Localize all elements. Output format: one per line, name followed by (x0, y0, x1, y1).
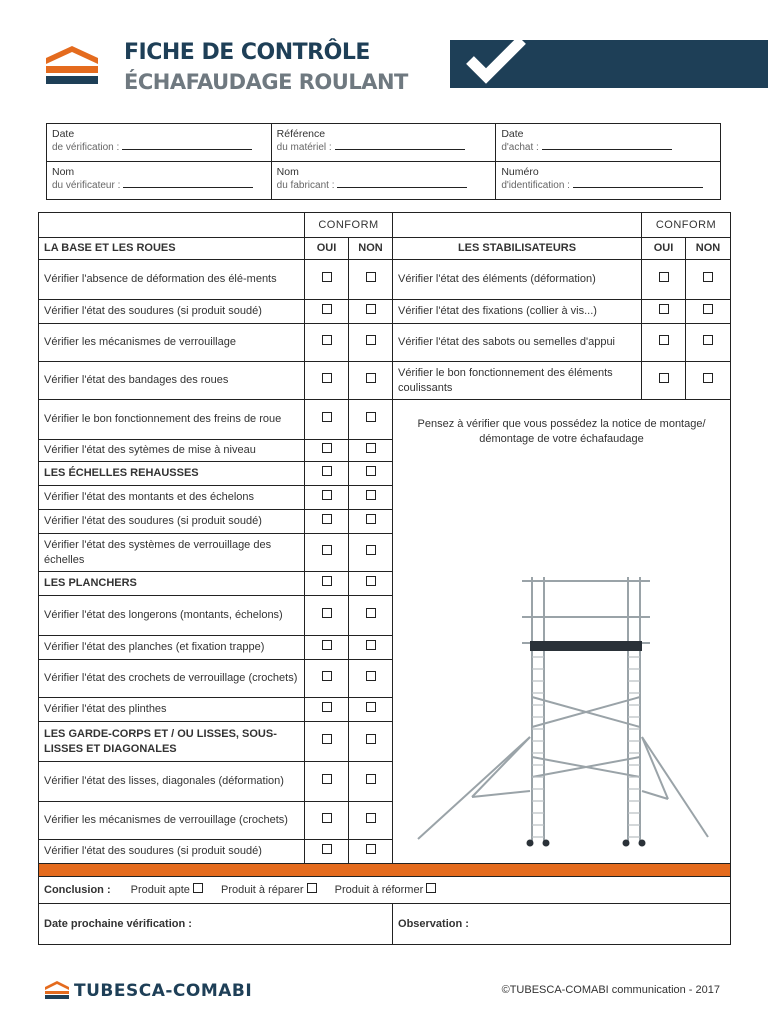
info-field (496, 124, 721, 162)
oui-checkbox-cell (305, 840, 349, 864)
non-checkbox-cell (349, 510, 393, 534)
section-title: LES GARDE-CORPS ET / OU LISSES, SOUS-LISSES ET DIAGONALES (39, 722, 305, 762)
non-checkbox-cell (349, 840, 393, 864)
oui-checkbox-cell (642, 324, 686, 362)
non-checkbox-cell (349, 762, 393, 802)
info-label: Référence (276, 128, 326, 140)
check-item-label: Vérifier l'état des éléments (déformation) (393, 260, 642, 300)
check-item-label: Vérifier le bon fonctionnement des freins de roue (39, 400, 305, 440)
check-item-label: Vérifier l'état des soudures (si produit soudé) (39, 840, 305, 864)
info-field (271, 162, 496, 200)
non-checkbox[interactable] (703, 335, 713, 345)
check-item-label: Vérifier l'état des planches (et fixation trappe) (39, 636, 305, 660)
footer-copyright: ©TUBESCA-COMABI communication - 2017 (501, 984, 720, 996)
non-checkbox[interactable] (703, 304, 713, 314)
info-label: Date (501, 128, 524, 140)
non-checkbox[interactable] (366, 576, 376, 586)
section-title: LES ÉCHELLES REHAUSSES (39, 462, 305, 486)
info-label: Date (52, 128, 75, 140)
non-checkbox-cell (686, 300, 731, 324)
conform-header-row (39, 213, 731, 238)
notice-text: Pensez à vérifier que vous possédez la notice de montage/ démontage de votre échafaudage (417, 417, 706, 445)
non-checkbox[interactable] (366, 272, 376, 282)
non-checkbox-cell (349, 596, 393, 636)
oui-checkbox-cell (305, 596, 349, 636)
check-item-label: Vérifier l'état des soudures (si produit soudé) (39, 300, 305, 324)
conclusion-option-label: Produit à réformer (334, 883, 424, 896)
section-title-stabilisateurs: LES STABILISATEURS (393, 238, 642, 260)
non-checkbox-cell (686, 362, 731, 400)
non-checkbox-cell (349, 324, 393, 362)
non-checkbox-cell (349, 300, 393, 324)
oui-checkbox-cell (305, 486, 349, 510)
conclusion-label: Conclusion : (44, 883, 111, 896)
check-item-label: Vérifier les mécanismes de verrouillage (39, 324, 305, 362)
info-field (496, 162, 721, 200)
check-item-label: Vérifier l'état des lisses, diagonales (déformation) (39, 762, 305, 802)
empty-cell (393, 213, 642, 238)
oui-checkbox[interactable] (322, 576, 332, 586)
non-checkbox[interactable] (366, 844, 376, 854)
non-checkbox[interactable] (366, 335, 376, 345)
conclusion-option-label: Produit apte (130, 883, 190, 896)
oui-header: OUI (305, 238, 349, 260)
non-checkbox[interactable] (366, 545, 376, 555)
oui-checkbox[interactable] (322, 640, 332, 650)
info-sublabel: du fabricant : (276, 180, 335, 191)
conclusion-option[interactable] (131, 884, 203, 896)
oui-checkbox-cell (305, 572, 349, 596)
oui-checkbox[interactable] (322, 335, 332, 345)
check-item-label: Vérifier l'état des soudures (si produit soudé) (39, 510, 305, 534)
oui-checkbox-cell (305, 462, 349, 486)
oui-checkbox-cell (305, 802, 349, 840)
check-item-label: Vérifier l'état des montants et des échelons (39, 486, 305, 510)
non-checkbox[interactable] (366, 702, 376, 712)
non-checkbox[interactable] (366, 304, 376, 314)
page-subtitle: ÉCHAFAUDAGE ROULANT (124, 70, 408, 94)
non-checkbox-cell (349, 722, 393, 762)
oui-checkbox[interactable] (322, 304, 332, 314)
oui-checkbox[interactable] (322, 272, 332, 282)
oui-checkbox[interactable] (322, 443, 332, 453)
empty-cell (39, 213, 305, 238)
check-item-label: Vérifier l'état des sytèmes de mise à niveau (39, 440, 305, 462)
page-title: FICHE DE CONTRÔLE (124, 40, 370, 65)
non-checkbox[interactable] (366, 443, 376, 453)
non-checkbox[interactable] (703, 272, 713, 282)
oui-checkbox-cell (305, 762, 349, 802)
check-item-label: Vérifier le bon fonctionnement des éléments coulissants (393, 362, 642, 400)
check-item-label: Vérifier l'état des longerons (montants, échelons) (39, 596, 305, 636)
check-item-label: Vérifier l'état des fixations (collier à vis...) (393, 300, 642, 324)
info-sublabel: du vérificateur : (52, 180, 121, 191)
non-checkbox[interactable] (703, 373, 713, 383)
oui-checkbox-cell (305, 440, 349, 462)
oui-checkbox[interactable] (659, 304, 669, 314)
non-checkbox-cell (349, 462, 393, 486)
oui-checkbox[interactable] (322, 844, 332, 854)
section-title-base: LA BASE ET LES ROUES (39, 238, 305, 260)
info-label: Numéro (501, 166, 539, 178)
section-title: LES PLANCHERS (39, 572, 305, 596)
check-item-label: Vérifier l'état des systèmes de verrouillage des échelles (39, 534, 305, 572)
info-input-line[interactable] (542, 140, 672, 150)
oui-checkbox[interactable] (322, 373, 332, 383)
oui-checkbox-cell (305, 722, 349, 762)
conclusion-cell (39, 877, 731, 904)
non-checkbox-cell (686, 324, 731, 362)
oui-checkbox[interactable] (322, 734, 332, 744)
check-item-label: Vérifier l'état des bandages des roues (39, 362, 305, 400)
info-input-line[interactable] (123, 178, 253, 188)
conclusion-option[interactable] (335, 884, 437, 896)
info-field (47, 162, 272, 200)
oui-checkbox-cell (305, 660, 349, 698)
conclusion-checkbox[interactable] (426, 883, 436, 893)
non-checkbox-cell (349, 660, 393, 698)
non-checkbox-cell (349, 534, 393, 572)
oui-checkbox[interactable] (659, 335, 669, 345)
info-sublabel: de vérification : (52, 142, 120, 153)
oui-checkbox-cell (305, 698, 349, 722)
observation-field[interactable]: Observation : (393, 904, 731, 945)
table-row (39, 400, 731, 440)
table-row (39, 300, 731, 324)
non-checkbox[interactable] (366, 373, 376, 383)
oui-checkbox[interactable] (659, 373, 669, 383)
oui-checkbox[interactable] (322, 608, 332, 618)
table-row (39, 362, 731, 400)
oui-checkbox-cell (642, 300, 686, 324)
info-input-line[interactable] (122, 140, 252, 150)
info-row (47, 124, 721, 162)
non-checkbox-cell (349, 400, 393, 440)
oui-checkbox[interactable] (322, 466, 332, 476)
non-checkbox-cell (349, 260, 393, 300)
header-banner (450, 40, 768, 88)
info-row (47, 162, 721, 200)
oui-checkbox-cell (305, 510, 349, 534)
oui-checkbox[interactable] (322, 490, 332, 500)
non-checkbox-cell (349, 486, 393, 510)
oui-checkbox-cell (305, 400, 349, 440)
check-item-label: Vérifier les mécanismes de verrouillage (crochets) (39, 802, 305, 840)
non-checkbox-cell (349, 362, 393, 400)
conclusion-option[interactable] (221, 884, 317, 896)
conclusion-row (39, 877, 731, 904)
conform-label: CONFORM (642, 213, 731, 238)
info-input-line[interactable] (573, 178, 703, 188)
info-input-line[interactable] (337, 178, 467, 188)
info-table (46, 123, 721, 200)
scaffold-illustration (412, 547, 712, 847)
bottom-row (39, 904, 731, 945)
oui-checkbox-cell (305, 362, 349, 400)
section-header-row (39, 238, 731, 260)
info-field (47, 124, 272, 162)
info-label: Nom (276, 166, 299, 178)
oui-checkbox-cell (305, 300, 349, 324)
oui-checkbox-cell (642, 362, 686, 400)
non-checkbox-cell (349, 802, 393, 840)
non-checkbox[interactable] (366, 514, 376, 524)
table-row (39, 324, 731, 362)
info-sublabel: d'identification : (501, 180, 570, 191)
next-check-field[interactable]: Date prochaine vérification : (39, 904, 393, 945)
non-checkbox[interactable] (366, 671, 376, 681)
non-checkbox-cell (349, 572, 393, 596)
non-header: NON (349, 238, 393, 260)
non-checkbox[interactable] (366, 412, 376, 422)
non-checkbox[interactable] (366, 813, 376, 823)
oui-checkbox-cell (305, 260, 349, 300)
footer-brand: TUBESCA-COMABI (74, 981, 253, 1001)
notice-cell (393, 400, 731, 864)
oui-checkbox[interactable] (322, 774, 332, 784)
info-field (271, 124, 496, 162)
oui-checkbox[interactable] (322, 412, 332, 422)
non-checkbox[interactable] (366, 490, 376, 500)
non-checkbox[interactable] (366, 608, 376, 618)
oui-checkbox[interactable] (322, 514, 332, 524)
oui-checkbox[interactable] (322, 702, 332, 712)
tubesca-logo-icon (44, 44, 100, 86)
checkmark-icon (464, 36, 534, 92)
footer-logo-icon (44, 980, 70, 1000)
non-checkbox[interactable] (366, 774, 376, 784)
orange-divider (39, 864, 731, 877)
info-label: Nom (52, 166, 75, 178)
info-sublabel: du matériel : (276, 142, 332, 153)
conclusion-option-label: Produit à réparer (221, 883, 304, 896)
check-item-label: Vérifier l'état des plinthes (39, 698, 305, 722)
table-row (39, 260, 731, 300)
conclusion-checkbox[interactable] (193, 883, 203, 893)
oui-checkbox[interactable] (322, 545, 332, 555)
non-checkbox-cell (349, 636, 393, 660)
oui-checkbox-cell (305, 324, 349, 362)
oui-header: OUI (642, 238, 686, 260)
oui-checkbox-cell (305, 636, 349, 660)
info-input-line[interactable] (335, 140, 465, 150)
checklist-table (38, 212, 731, 945)
oui-checkbox-cell (305, 534, 349, 572)
non-header: NON (686, 238, 731, 260)
oui-checkbox[interactable] (322, 671, 332, 681)
conclusion-checkbox[interactable] (307, 883, 317, 893)
orange-band (39, 864, 731, 877)
info-sublabel: d'achat : (501, 142, 539, 153)
non-checkbox[interactable] (366, 734, 376, 744)
oui-checkbox-cell (642, 260, 686, 300)
non-checkbox-cell (686, 260, 731, 300)
conform-label: CONFORM (305, 213, 393, 238)
non-checkbox-cell (349, 698, 393, 722)
oui-checkbox[interactable] (659, 272, 669, 282)
oui-checkbox[interactable] (322, 813, 332, 823)
check-item-label: Vérifier l'absence de déformation des élé-ments (39, 260, 305, 300)
non-checkbox[interactable] (366, 640, 376, 650)
non-checkbox-cell (349, 440, 393, 462)
check-item-label: Vérifier l'état des crochets de verrouillage (crochets) (39, 660, 305, 698)
non-checkbox[interactable] (366, 466, 376, 476)
check-item-label: Vérifier l'état des sabots ou semelles d'appui (393, 324, 642, 362)
